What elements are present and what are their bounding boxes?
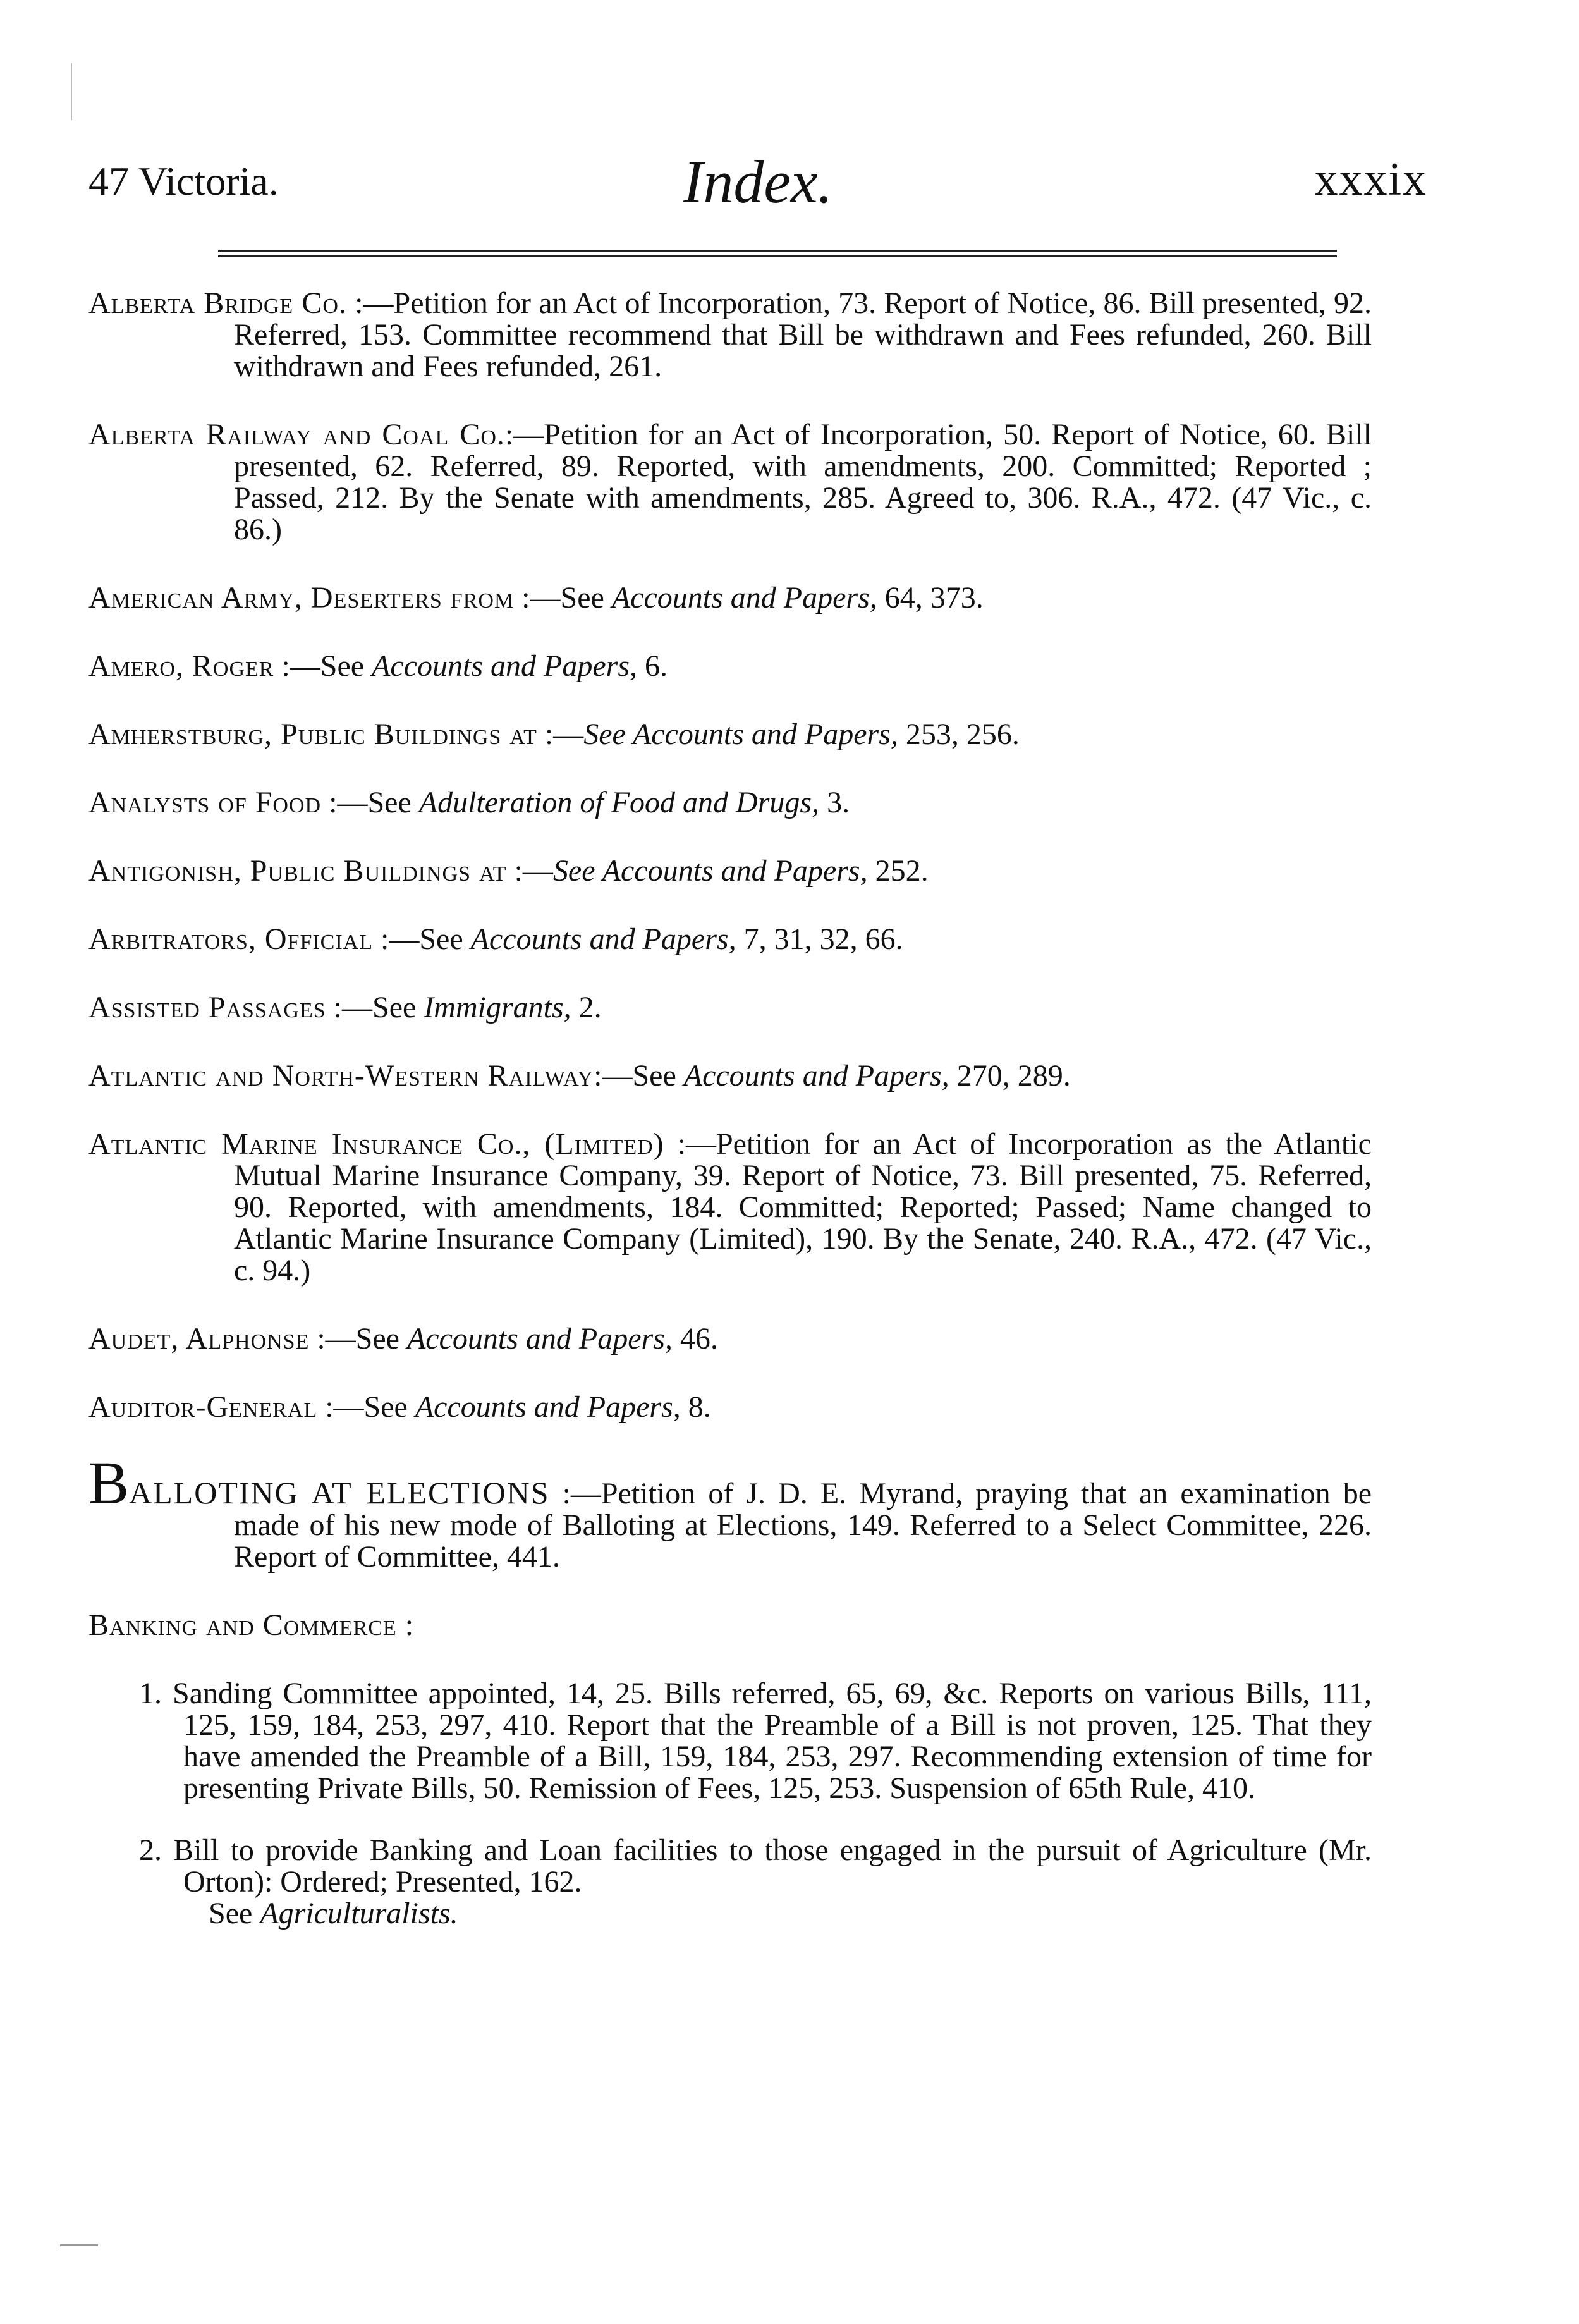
entry-pages: 6. bbox=[637, 649, 668, 683]
index-entry bbox=[88, 924, 1372, 955]
index-entry bbox=[88, 1323, 1372, 1355]
entry-pages: 3. bbox=[819, 786, 850, 819]
entry-text: :— bbox=[506, 854, 553, 888]
entry-reference: Accounts and Papers, bbox=[611, 581, 877, 615]
entry-heading: Alberta Bridge Co. bbox=[88, 286, 347, 320]
entry-pages: 64, 373. bbox=[877, 581, 984, 615]
entry-text: :—See bbox=[321, 786, 419, 819]
section-b-entry bbox=[88, 1449, 1372, 1574]
entry-reference: Accounts and Papers, bbox=[683, 1059, 949, 1092]
index-entry bbox=[88, 582, 1372, 614]
entry-text: :—See bbox=[309, 1322, 407, 1355]
entry-text: :—Petition for an Act of Incorporation, 50. Report of Notice, 60. Bill presented, 62. Referred, 89. Reported, with amendments, 200. Committed; Reported ; Passed, 212. By the Senate with amendments, 285. Agreed to, 306. R.A., 472. (47 Vic., c. 86.) bbox=[234, 418, 1372, 546]
index-entry bbox=[88, 419, 1372, 546]
header-rule-bottom bbox=[218, 255, 1337, 257]
header-page-number: xxxix bbox=[1314, 154, 1427, 205]
entry-reference: Accounts and Papers, bbox=[372, 649, 638, 683]
index-entry bbox=[88, 719, 1372, 750]
entry-reference: Adulteration of Food and Drugs, bbox=[418, 786, 820, 819]
entry-pages: 7, 31, 32, 66. bbox=[736, 922, 903, 956]
entry-pages: 46. bbox=[672, 1322, 718, 1355]
see-label: See bbox=[209, 1897, 260, 1930]
entry-heading: American Army, Deserters from bbox=[88, 581, 515, 615]
entry-pages: 270, 289. bbox=[949, 1059, 1071, 1092]
banking-heading: Banking and Commerce : bbox=[88, 1608, 415, 1642]
entry-heading: Analysts of Food bbox=[88, 786, 322, 819]
entry-pages: 8. bbox=[680, 1390, 711, 1424]
index-entry bbox=[88, 651, 1372, 682]
entry-reference: See Accounts and Papers, bbox=[552, 854, 868, 888]
entry-heading: Audet, Alphonse bbox=[88, 1322, 310, 1355]
index-entry bbox=[88, 855, 1372, 887]
entry-pages: 252. bbox=[867, 854, 929, 888]
item-text: Bill to provide Banking and Loan facilities to those engaged in the pursuit of Agriculture (Mr. Orton): Ordered; Presented, 162. bbox=[173, 1833, 1372, 1899]
entry-pages: 2. bbox=[571, 991, 602, 1024]
banking-item bbox=[88, 1678, 1372, 1804]
header-rule-top bbox=[218, 250, 1337, 252]
entry-text: :—See bbox=[274, 649, 372, 683]
entry-heading: ALLOTING AT ELECTIONS bbox=[129, 1475, 550, 1510]
entry-heading: Atlantic Marine Insurance Co., (Limited) bbox=[88, 1127, 664, 1161]
margin-mark-bottom bbox=[60, 2244, 98, 2246]
entry-text: :—See bbox=[373, 922, 471, 956]
header-session: 47 Victoria. bbox=[88, 159, 279, 204]
entry-reference: See Accounts and Papers, bbox=[583, 718, 898, 751]
entry-text: :—See bbox=[326, 991, 424, 1024]
drop-initial: B bbox=[88, 1449, 130, 1517]
entry-text: :—See bbox=[514, 581, 612, 615]
entry-text: :—See bbox=[594, 1059, 684, 1092]
item-number: 1. bbox=[139, 1677, 162, 1710]
entry-reference: Immigrants, bbox=[424, 991, 571, 1024]
see-also bbox=[183, 1898, 1372, 1930]
entry-pages: 253, 256. bbox=[898, 718, 1020, 751]
index-entry bbox=[88, 787, 1372, 819]
entry-heading: Amero, Roger bbox=[88, 649, 274, 683]
banking-item bbox=[88, 1835, 1372, 1930]
margin-mark-top bbox=[71, 63, 72, 120]
entry-reference: Accounts and Papers, bbox=[406, 1322, 673, 1355]
index-entry bbox=[88, 1128, 1372, 1287]
entry-heading: Arbitrators, Official bbox=[88, 922, 373, 956]
entry-heading: Atlantic and North-Western Railway bbox=[88, 1059, 594, 1092]
entry-heading: Assisted Passages bbox=[88, 991, 326, 1024]
entry-text: :—Petition for an Act of Incorporation as the Atlantic Mutual Marine Insurance Company, 39. Report of Notice, 73. Bill presented, 75. Referred, 90. Reported, with amendments, 184. Committed; Reported; Passed; Name changed to Atlantic Marine Insurance Company (Limited), 190. By the Senate, 240. R.A., 472. (47 Vic., c. 94.) bbox=[234, 1127, 1372, 1287]
see-reference: Agriculturalists. bbox=[260, 1897, 458, 1930]
entry-text: :— bbox=[537, 718, 584, 751]
entry-text: :—See bbox=[317, 1390, 415, 1424]
entry-heading: Amherstburg, Public Buildings at bbox=[88, 718, 537, 751]
index-entry bbox=[88, 1391, 1372, 1423]
entry-text: :—Petition for an Act of Incorporation, 73. Report of Notice, 86. Bill presented, 92. Referred, 153. Committee recommend that Bill be withdrawn and Fees refunded, 260. Bill withdrawn and Fees refunded, 261. bbox=[234, 286, 1372, 383]
item-text: Sanding Committee appointed, 14, 25. Bills referred, 65, 69, &c. Reports on various Bills, 111, 125, 159, 184, 253, 297, 410. Report that the Preamble of a Bill is not proven, 125. That they have amended the Preamble of a Bill, 159, 184, 253, 297. Recommending extension of time for presenting Private Bills, 50. Remission of Fees, 125, 253. Suspension of 65th Rule, 410. bbox=[173, 1677, 1372, 1805]
index-entry bbox=[88, 992, 1372, 1024]
entry-reference: Accounts and Papers, bbox=[415, 1390, 681, 1424]
running-header bbox=[88, 147, 1427, 216]
entry-heading: Auditor-General bbox=[88, 1390, 318, 1424]
entry-heading: Antigonish, Public Buildings at bbox=[88, 854, 507, 888]
item-number: 2. bbox=[139, 1833, 162, 1867]
header-title: Index. bbox=[683, 148, 833, 216]
index-entries bbox=[88, 288, 1372, 1957]
entry-heading: Alberta Railway and Coal Co. bbox=[88, 418, 505, 451]
entry-reference: Accounts and Papers, bbox=[470, 922, 736, 956]
index-entry bbox=[88, 1060, 1372, 1092]
entry-text: :—Petition of J. D. E. Myrand, praying that an examination be made of his new mode of Balloting at Elections, 149. Referred to a Select Committee, 226. Report of Committee, 441. bbox=[234, 1477, 1372, 1574]
index-entry bbox=[88, 288, 1372, 382]
